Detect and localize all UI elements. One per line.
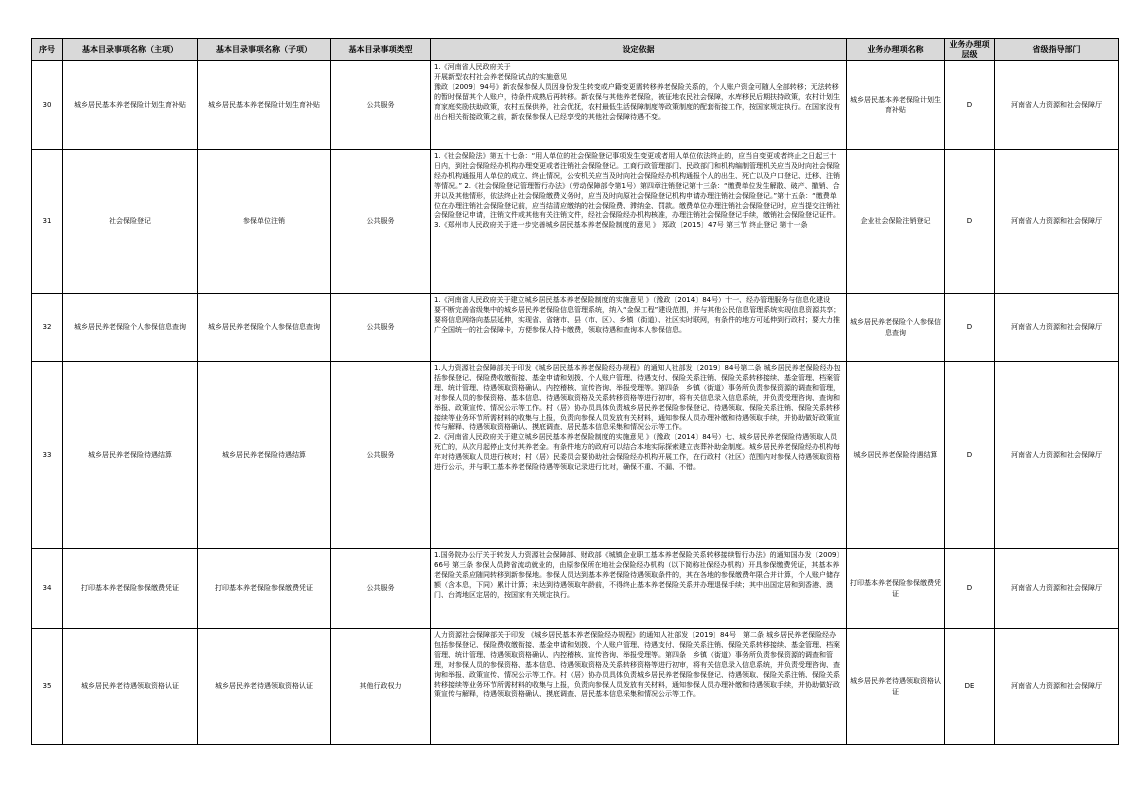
- catalog-table: [31, 38, 1119, 745]
- table-row: [32, 629, 1119, 745]
- row-level: D: [945, 294, 995, 362]
- row-basis-cell: [431, 549, 847, 629]
- row-basis-cell: [431, 150, 847, 294]
- row-dept: 河南省人力资源和社会保障厅: [995, 61, 1119, 150]
- row-basis: 人力资源社会保障部关于印发 《城乡居民基本养老保险经办规程》的通知人社部发〔2019〕84号 第二条 城乡居民养老保险经办包括参保登记、保险费收缴衔接、基金申请和划拨、个人账户管理、待遇支付、保险关系注销、保险关系转移接续、基金管理、档案管理、统计管理、待遇领取资格确认、内控稽核、宣传咨询、举报受理等。第四条 乡镇（街道）事务所负责参保资源的调查和管理，对参保人员的参保资格、基本信息、待遇领取资格及关系转移资格等进行初审，将有关信息录入信息系统，并负责受理咨询、查询和举报、政策宣传、情况公示等工作。村（居）协办员具体负责城乡居民养老保险参保登记、待遇领取、保险关系注销、保险关系转移接续等业务环节所需材料的收集与上报，负责向参保人员发放有关材料，通知参保人员办理补缴和待遇领取手续，并协助做好政策宣传与解释，待遇领取资格确认、摸底调查、居民基本信息采集和情况公示等工作。: [434, 631, 840, 699]
- row-biz-name: 打印基本养老保险参保缴费凭证: [847, 549, 945, 629]
- header-level: 业务办理项层级: [945, 39, 995, 61]
- row-sub-item: 城乡居民养老待遇领取资格认证: [198, 629, 331, 745]
- table-row: [32, 61, 1119, 150]
- row-sub-item: 城乡居民养老保险待遇结算: [198, 362, 331, 549]
- row-type: 公共服务: [331, 294, 431, 362]
- table-header-row: [32, 39, 1119, 61]
- table-row: [32, 150, 1119, 294]
- row-basis: 1.国务院办公厅关于转发人力资源社会保障部、财政部《城镇企业职工基本养老保险关系转移接续暂行办法》的通知国办发〔2009〕66号 第三条 参保人员跨省流动就业的，由原参保所在地社会保险经办机构（以下简称社保经办机构）开具参保缴费凭证，其基本养老保险关系应随同转移到新参保地。参保人员达到基本养老保险待遇领取条件的，其在各地的参保缴费年限合并计算，个人账户储存额（含本息，下同）累计计算；未达到待遇领取年龄前，不得终止基本养老保险关系并办理退保手续；其中出国定居和到香港、澳门、台湾地区定居的，按国家有关规定执行。: [434, 551, 840, 599]
- row-main-item: 打印基本养老保险参保缴费凭证: [63, 549, 198, 629]
- row-sub-item: 打印基本养老保险参保缴费凭证: [198, 549, 331, 629]
- row-biz-name: 城乡居民养老保险待遇结算: [847, 362, 945, 549]
- row-main-item: 城乡居民养老保险个人参保信息查询: [63, 294, 198, 362]
- table-row: [32, 549, 1119, 629]
- row-type: 公共服务: [331, 150, 431, 294]
- row-dept: 河南省人力资源和社会保障厅: [995, 629, 1119, 745]
- header-sub-item: 基本目录事项名称（子项）: [198, 39, 331, 61]
- row-dept: 河南省人力资源和社会保障厅: [995, 362, 1119, 549]
- row-basis: 1.《社会保险法》第五十七条：“用人单位的社会保险登记事项发生变更或者用人单位依法终止的，应当自变更或者终止之日起三十日内，到社会保险经办机构办理变更或者注销社会保险登记。工商行政管理部门、民政部门和机构编制管理机关应当及时向社会保险经办机构通报用人单位的成立、终止情况，公安机关应当及时向社会保险经办机构通报个人的出生、死亡以及户口登记、迁移、注销等情况。” 2.《社会保险登记管理暂行办法》（劳动保障部令第1号）第四章注销登记第十三条：“缴费单位发生解散、破产、撤销、合并以及其他情形，依法终止社会保险缴费义务时，应当及时向原社会保险登记机构申请办理注销社会保险登记。”第十五条：“缴费单位在办理注销社会保险登记前，应当结清应缴纳的社会保险费、滞纳金、罚款。缴费单位办理注销社会保险登记时，应当提交注销社会保险登记申请，注销文件或其他有关注销文件，经社会保险经办机构核准，办理注销社会保险登记手续，缴销社会保险登记证件。3.《郑州市人民政府关于进一步完善城乡居民基本养老保险制度的意见 》 郑政〔2015〕47号 第三节 终止登记 第十一条: [434, 152, 840, 230]
- row-seq: 35: [32, 629, 63, 745]
- row-basis-cell: [431, 294, 847, 362]
- row-basis: 1.《河南省人民政府关于建立城乡居民基本养老保险制度的实施意见 》（豫政〔2014〕84号）十一、经办管理服务与信息化建设 要不断完善省级集中的城乡居民养老保险信息管理系统，纳入“金保工程”建设范围，并与其他公民信息管理系统实现信息资源共享；要将信息网络向基层延伸，实现省、省辖市、县（市、区）、乡镇（街道）、社区实时联网，有条件的地方可延伸到行政村；要大力推广全国统一的社会保障卡，方便参保人持卡缴费，领取待遇和查询本人参保信息。: [434, 296, 841, 334]
- header-type: 基本目录事项类型: [331, 39, 431, 61]
- row-level: DE: [945, 629, 995, 745]
- header-biz-name: 业务办理项名称: [847, 39, 945, 61]
- row-sub-item: 参保单位注销: [198, 150, 331, 294]
- table-row: [32, 294, 1119, 362]
- row-main-item: 城乡居民养老保险待遇结算: [63, 362, 198, 549]
- row-type: 公共服务: [331, 549, 431, 629]
- row-type: 公共服务: [331, 61, 431, 150]
- header-basis: 设定依据: [431, 39, 847, 61]
- row-type: 其他行政权力: [331, 629, 431, 745]
- row-basis-cell: [431, 629, 847, 745]
- header-dept: 省级指导部门: [995, 39, 1119, 61]
- row-seq: 34: [32, 549, 63, 629]
- row-level: D: [945, 150, 995, 294]
- row-basis-cell: [431, 362, 847, 549]
- row-biz-name: 城乡居民养老待遇领取资格认证: [847, 629, 945, 745]
- row-level: D: [945, 61, 995, 150]
- row-level: D: [945, 362, 995, 549]
- header-seq: 序号: [32, 39, 63, 61]
- row-main-item: 城乡居民基本养老保险计划生育补贴: [63, 61, 198, 150]
- row-basis: 1.《河南省人民政府关于 开展新型农村社会养老保险试点的实施意见 豫政〔2009〕94号》新农保参保人员因身份发生转变或户籍变更需转移养老保险关系的，个人账户资金可随人全部转移；无法转移的暂时保留其个人账户，待条件成熟后再转移。新农保与其他养老保险，被征地农民社会保障，水库移民后期扶持政策，农村计划生育家庭奖励扶助政策，农村五保供养，社会优抚，农村最低生活保障制度等政策制度的配套衔接工作，按国家规定执行。在国家没有出台相关衔接政策之前，新农保参保人已经享受的其他社会保障待遇不变。: [434, 63, 840, 121]
- row-main-item: 城乡居民养老待遇领取资格认证: [63, 629, 198, 745]
- header-main-item: 基本目录事项名称（主项）: [63, 39, 198, 61]
- row-seq: 31: [32, 150, 63, 294]
- row-basis: 1.人力资源社会保障部关于印发《城乡居民基本养老保险经办规程》的通知人社部发〔2019〕84号第二条 城乡居民养老保险经办包括参保登记、保险费收缴衔接、基金申请和划拨、个人账户管理、待遇支付、保险关系注销、保险关系转移接续、基金管理、档案管理、统计管理、待遇领取资格确认、内控稽核、宣传咨询、举报受理等。第四条 乡镇（街道）事务所负责参保资源的调查和管理，对参保人员的参保资格、基本信息、待遇领取资格及关系转移资格等进行初审，将有关信息录入信息系统，并负责受理咨询、查询和举报、政策宣传、情况公示等工作。村（居）协办员具体负责城乡居民养老保险参保登记、待遇领取、保险关系注销、保险关系转移接续等业务环节所需材料的收集与上报，负责向参保人员发放有关材料，通知参保人员办理补缴和待遇领取手续，并协助做好政策宣传与解释、待遇领取资格确认、摸底调查、居民基本信息采集和情况公示等工作。 2.《河南省人民政府关于建立城乡居民基本养老保险制度的实施意见 》（豫政〔2014〕84号）七、城乡居民养老保险待遇领取人员死亡的，从次月起停止支付其养老金。有条件地方的政府可以结合本地实际探索建立丧葬补助金制度。城乡居民养老保险经办机构每年对待遇领取人员进行核对；村（居）民委员会要协助社会保险经办机构开展工作，在行政村（社区）范围内对参保人待遇领取资格进行公示，并与职工基本养老保险待遇等领取记录进行比对，确保不重、不漏、不错。: [434, 364, 841, 472]
- row-biz-name: 城乡居民养老保险个人参保信息查询: [847, 294, 945, 362]
- row-type: 公共服务: [331, 362, 431, 549]
- row-biz-name: 企业社会保险注销登记: [847, 150, 945, 294]
- row-seq: 30: [32, 61, 63, 150]
- row-sub-item: 城乡居民养老保险个人参保信息查询: [198, 294, 331, 362]
- row-seq: 33: [32, 362, 63, 549]
- row-basis-cell: [431, 61, 847, 150]
- table-row: [32, 362, 1119, 549]
- row-sub-item: 城乡居民基本养老保险计划生育补贴: [198, 61, 331, 150]
- row-seq: 32: [32, 294, 63, 362]
- row-biz-name: 城乡居民基本养老保险计划生育补贴: [847, 61, 945, 150]
- row-level: D: [945, 549, 995, 629]
- row-dept: 河南省人力资源和社会保障厅: [995, 549, 1119, 629]
- row-dept: 河南省人力资源和社会保障厅: [995, 150, 1119, 294]
- row-dept: 河南省人力资源和社会保障厅: [995, 294, 1119, 362]
- row-main-item: 社会保险登记: [63, 150, 198, 294]
